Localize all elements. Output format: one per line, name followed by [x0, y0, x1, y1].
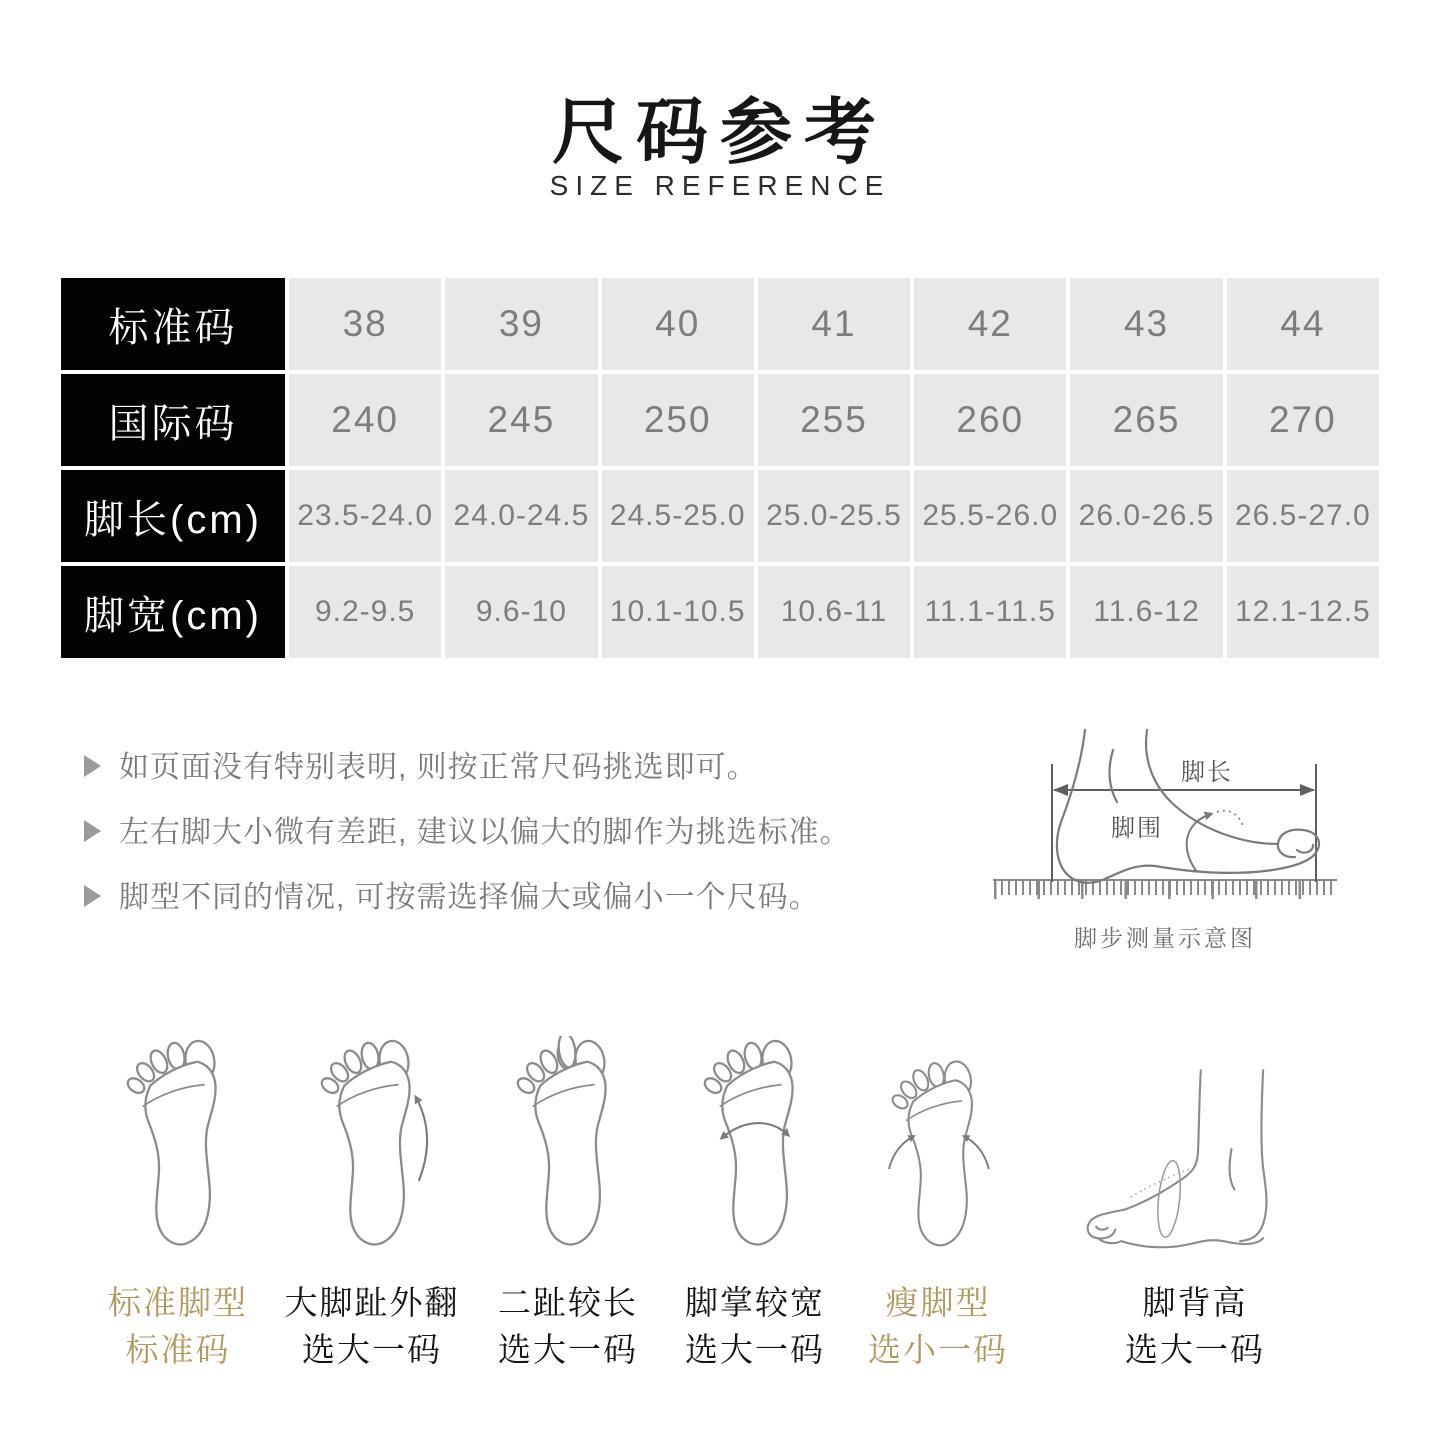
size-table-row: [61, 374, 1379, 466]
page-title: 尺码参考: [551, 93, 888, 173]
size-cell: 44: [1227, 278, 1379, 370]
size-cell: 250: [602, 374, 754, 466]
foot-type-line1: 脚掌较宽: [685, 1284, 825, 1321]
foot-high-instep-icon: [1075, 1053, 1315, 1255]
note-item: [84, 878, 964, 917]
size-cell: 41: [758, 278, 910, 370]
size-table-body: [61, 278, 1379, 658]
notes-list: [84, 748, 964, 943]
size-cell: 11.1-11.5: [914, 566, 1066, 658]
size-table: [57, 274, 1383, 662]
foot-type-label: [838, 1279, 1038, 1373]
size-cell: 11.6-12: [1070, 566, 1222, 658]
size-cell: 9.6-10: [445, 566, 597, 658]
foot-figure-high-instep: [1075, 1015, 1315, 1373]
size-table-row: [61, 278, 1379, 370]
size-cell: 26.0-26.5: [1070, 470, 1222, 562]
size-row-label: 脚长(cm): [61, 470, 285, 562]
foot-type-label: [78, 1279, 278, 1373]
size-cell: 25.0-25.5: [758, 470, 910, 562]
foot-figure-wide: [655, 1015, 855, 1373]
foot-measurement-diagram: [985, 722, 1377, 953]
foot-sole-bunion-icon: [310, 1036, 434, 1255]
note-text: 如页面没有特别表明, 则按正常尺码挑选即可。: [119, 751, 758, 784]
size-cell: 23.5-24.0: [289, 470, 441, 562]
foot-type-line1: 二趾较长: [498, 1284, 638, 1321]
size-row-label: 标准码: [61, 278, 285, 370]
foot-type-line2: 选大一码: [685, 1331, 825, 1368]
arrow-right-head-icon: [1300, 784, 1315, 796]
foot-type-label: [1075, 1279, 1315, 1373]
foot-type-line1: 脚背高: [1142, 1284, 1248, 1321]
size-cell: 43: [1070, 278, 1222, 370]
length-label: 脚长: [1181, 759, 1233, 786]
size-cell: 42: [914, 278, 1066, 370]
foot-sole-long-second-toe-icon: [506, 1036, 630, 1255]
foot-type-label: [272, 1279, 472, 1373]
inward-arrow-left-icon: [889, 1136, 914, 1169]
foot-type-label: [655, 1279, 855, 1373]
note-text: 脚型不同的情况, 可按需选择偏大或偏小一个尺码。: [119, 881, 820, 914]
foot-type-illustrations: [0, 1015, 1440, 1425]
diagram-caption: 脚步测量示意图: [1074, 925, 1256, 951]
foot-type-line1: 标准脚型: [108, 1284, 248, 1321]
size-row-label: 国际码: [61, 374, 285, 466]
foot-sole-standard-icon: [116, 1036, 240, 1255]
foot-type-line2: 选大一码: [302, 1331, 442, 1368]
page-subtitle: SIZE REFERENCE: [549, 170, 891, 201]
foot-figure-narrow: [838, 1015, 1038, 1373]
foot-sole-narrow-icon: [882, 1057, 994, 1255]
foot-figure-standard: [78, 1015, 278, 1373]
size-row-label: 脚宽(cm): [61, 566, 285, 658]
foot-measurement-svg: [985, 722, 1377, 914]
foot-type-line2: 选大一码: [498, 1331, 638, 1368]
size-cell: 25.5-26.0: [914, 470, 1066, 562]
foot-side-outline-icon: [1057, 730, 1319, 883]
size-cell: 240: [289, 374, 441, 466]
note-text: 左右脚大小微有差距, 建议以偏大的脚作为挑选标准。: [119, 816, 851, 849]
size-cell: 270: [1227, 374, 1379, 466]
size-cell: 10.6-11: [758, 566, 910, 658]
triangle-bullet-icon: [84, 820, 101, 842]
foot-figure-bunion: [272, 1015, 472, 1373]
ruler-icon: [993, 880, 1337, 890]
triangle-bullet-icon: [84, 755, 101, 777]
arrow-left-head-icon: [1053, 784, 1068, 796]
girth-label: 脚围: [1111, 815, 1163, 842]
size-cell: 26.5-27.0: [1227, 470, 1379, 562]
note-item: [84, 748, 964, 787]
size-cell: 265: [1070, 374, 1222, 466]
size-cell: 38: [289, 278, 441, 370]
upward-arrow-icon: [416, 1097, 427, 1181]
size-cell: 24.5-25.0: [602, 470, 754, 562]
foot-figure-long-second-toe: [468, 1015, 668, 1373]
inward-arrow-right-icon: [964, 1136, 989, 1169]
foot-sole-wide-icon: [693, 1036, 817, 1255]
size-cell: 10.1-10.5: [602, 566, 754, 658]
size-cell: 245: [445, 374, 597, 466]
size-cell: 12.1-12.5: [1227, 566, 1379, 658]
size-cell: 40: [602, 278, 754, 370]
foot-type-line2: 标准码: [125, 1331, 231, 1368]
size-cell: 260: [914, 374, 1066, 466]
girth-band-icon: [1155, 1160, 1184, 1239]
size-cell: 39: [445, 278, 597, 370]
foot-type-label: [468, 1279, 668, 1373]
foot-type-line2: 选小一码: [868, 1331, 1008, 1368]
size-cell: 24.0-24.5: [445, 470, 597, 562]
foot-type-line2: 选大一码: [1125, 1331, 1265, 1368]
size-cell: 255: [758, 374, 910, 466]
size-table-row: [61, 566, 1379, 658]
foot-type-line1: 大脚趾外翻: [284, 1284, 460, 1321]
size-cell: 9.2-9.5: [289, 566, 441, 658]
triangle-bullet-icon: [84, 885, 101, 907]
size-table-row: [61, 470, 1379, 562]
foot-type-line1: 瘦脚型: [885, 1284, 991, 1321]
note-item: [84, 813, 964, 852]
